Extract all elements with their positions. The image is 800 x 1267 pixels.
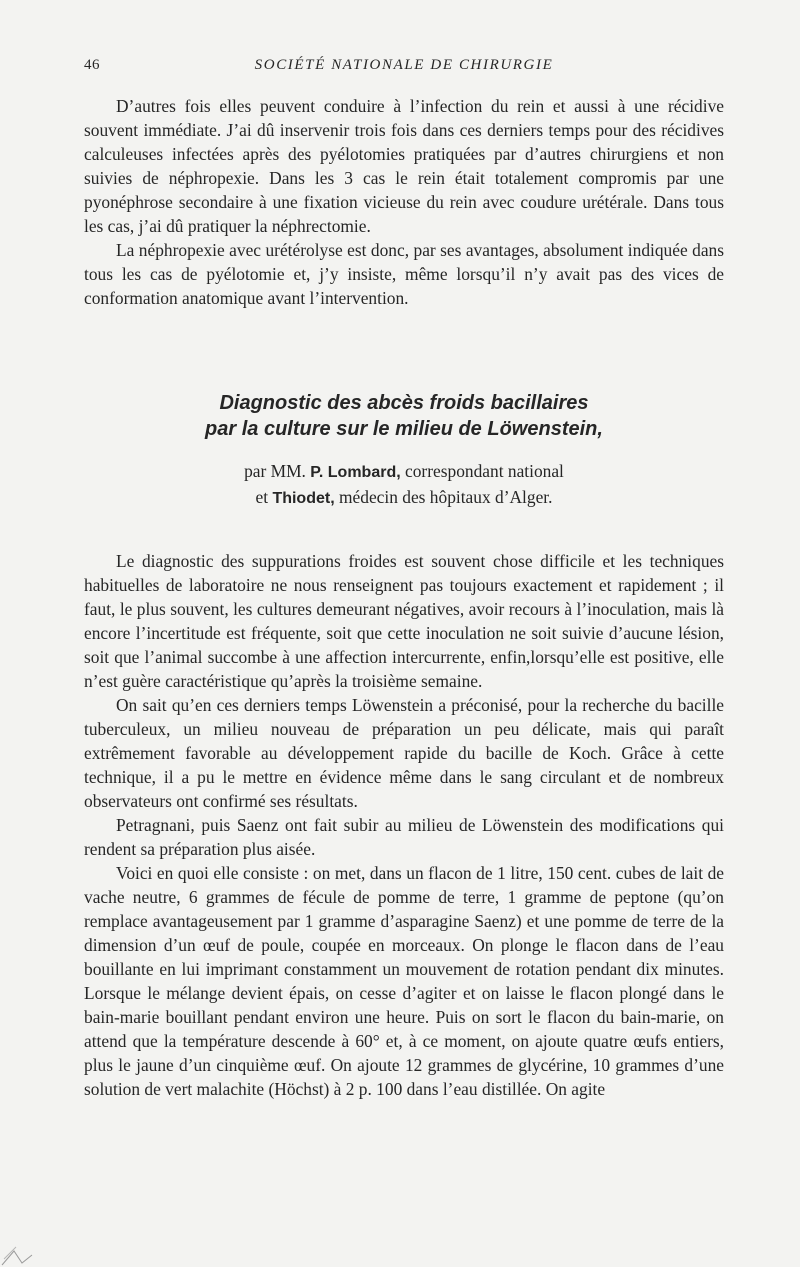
paragraph: La néphropexie avec urétérolyse est donc, par ses avantages, absolument indiquée dans tous les cas de pyélotomie et, j’y insiste, même lorsqu’il n’y avait pas des vices de conformation anatomique avant l’intervention. bbox=[84, 240, 724, 308]
author-line bbox=[84, 485, 724, 511]
title-line: par la culture sur le milieu de Löwenstein, bbox=[205, 418, 603, 440]
page-number: 46 bbox=[84, 57, 100, 73]
article-authors bbox=[84, 459, 724, 511]
author-line bbox=[84, 459, 724, 485]
paragraph: On sait qu’en ces derniers temps Löwenstein a préconisé, pour la recherche du bacille tuberculeux, un milieu nouveau de préparation un peu délicate, mais qui paraît extrêmement favorable au développement rapide du bacille de Koch. Grâce à cette technique, il a pu le mettre en évidence même dans le sang circulant et de nombreux observateurs ont confirmé ses résultats. bbox=[84, 695, 724, 811]
authors-joiner: et bbox=[255, 487, 269, 507]
article-body bbox=[84, 549, 724, 1101]
author-name: Thiodet, bbox=[272, 490, 335, 507]
author-role: correspondant national bbox=[405, 461, 564, 481]
article-title bbox=[84, 390, 724, 442]
authors-prefix: par MM. bbox=[244, 461, 306, 481]
author-role: médecin des hôpitaux d’Alger. bbox=[339, 487, 553, 507]
paragraph: Voici en quoi elle consiste : on met, dans un flacon de 1 litre, 150 cent. cubes de lait de vache neutre, 6 grammes de fécule de pomme de terre, 1 gramme de peptone (qu’on remplace avantageusement par 1 gramme d’asparagine Saenz) et une pomme de terre de la dimension d’un œuf de poule, coupée en morceaux. On plonge le flacon dans de l’eau bouillante en lui imprimant constamment un mouvement de rotation pendant dix minutes. Lorsque le mélange devient épais, on cesse d’agiter et on laisse le flacon plongé dans le bain-marie bouillant pendant environ une heure. Puis on sort le flacon du bain-marie, on attend que la température descende à 60° et, à ce moment, on ajoute quatre œufs entiers, plus le jaune d’un cinquième œuf. On ajoute 12 grammes de glycérine, 10 grammes d’une solution de vert malachite (Höchst) à 2 p. 100 dans l’eau distillée. On agite bbox=[84, 863, 724, 1099]
intro-text bbox=[84, 94, 724, 310]
paragraph: Petragnani, puis Saenz ont fait subir au milieu de Löwenstein des modifications qui rendent sa préparation plus aisée. bbox=[84, 815, 724, 859]
page-corner-mark bbox=[0, 1237, 40, 1267]
author-name: P. Lombard, bbox=[310, 464, 401, 481]
paragraph: D’autres fois elles peuvent conduire à l’infection du rein et aussi à une récidive souvent immédiate. J’ai dû inservenir trois fois dans ces derniers temps pour des récidives calculeuses infectées après des pyélotomies pratiquées par d’autres chirurgiens et non suivies de néphropexie. Dans les 3 cas le rein était totalement compromis par une pyonéphrose secondaire à une fixation vicieuse du rein avec coudure urétérale. Dans tous les cas, j’ai dû pratiquer la néphrectomie. bbox=[84, 96, 724, 236]
title-line: Diagnostic des abcès froids bacillaires bbox=[219, 392, 589, 414]
paragraph: Le diagnostic des suppurations froides est souvent chose difficile et les techniques habituelles de laboratoire ne nous renseignent pas toujours exactement et rapidement ; il faut, le plus souvent, les cultures demeurant négatives, avoir recours à l’inoculation, mais là encore l’incertitude est fréquente, soit que cette inoculation ne soit suivie d’aucune lésion, soit que l’animal succombe à une affection intercurrente, enfin,lorsqu’elle est positive, elle n’est guère caractéristique qu’après la troisième semaine. bbox=[84, 551, 724, 691]
running-title: SOCIÉTÉ NATIONALE DE CHIRURGIE bbox=[254, 57, 554, 73]
page-header bbox=[84, 57, 724, 81]
